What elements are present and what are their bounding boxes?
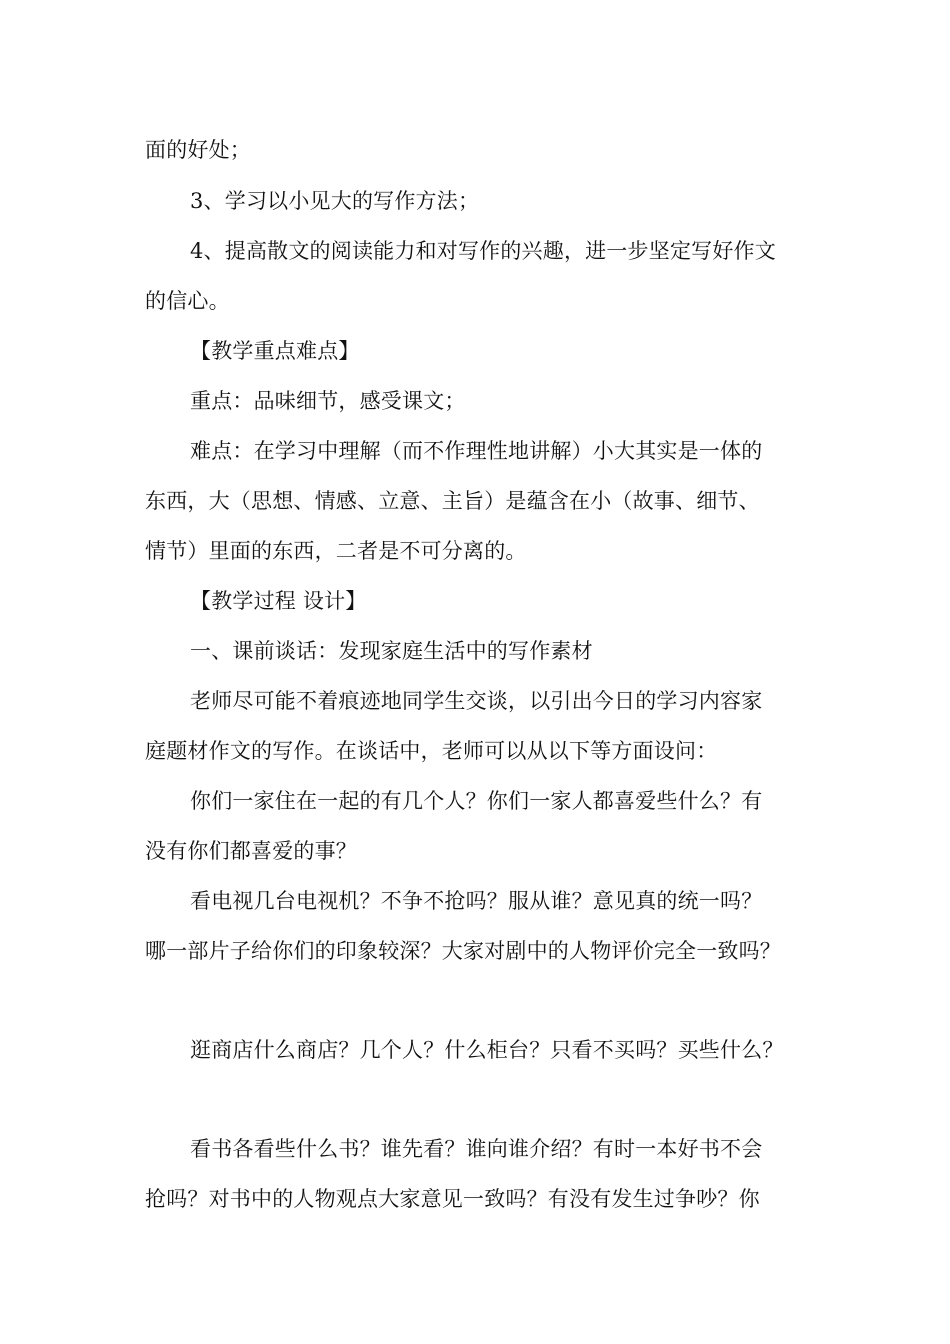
text-line: 东西，大（思想、情感、立意、主旨）是蕴含在小（故事、细节、	[145, 489, 760, 513]
paragraph-line: 看电视几台电视机？不争不抢吗？服从谁？意见真的统一吗？	[190, 889, 763, 913]
paragraph-line: 抢吗？对书中的人物观点大家意见一致吗？有没有发生过争吵？你	[145, 1187, 760, 1211]
text-line: 情节）里面的东西，二者是不可分离的。	[145, 539, 527, 563]
subsection-heading: 一、课前谈话：发现家庭生活中的写作素材	[190, 639, 593, 663]
section-heading-process: 【教学过程 设计】	[190, 589, 367, 613]
paragraph-line: 你们一家住在一起的有几个人？你们一家人都喜爱些什么？有	[190, 789, 763, 813]
text-line: 的信心。	[145, 289, 230, 313]
list-item-4: 4、提高散文的阅读能力和对写作的兴趣，进一步坚定写好作文	[190, 239, 776, 263]
paragraph-line: 庭题材作文的写作。在谈话中，老师可以从以下等方面设问：	[145, 739, 718, 763]
list-item-3: 3、学习以小见大的写作方法；	[190, 189, 480, 213]
paragraph-line: 逛商店什么商店？几个人？什么柜台？只看不买吗？买些什么？	[190, 1038, 784, 1062]
paragraph-line: 没有你们都喜爱的事？	[145, 839, 357, 863]
key-point-text: 重点：品味细节，感受课文；	[190, 389, 466, 413]
text-line: 面的好处；	[145, 138, 251, 162]
paragraph-line: 老师尽可能不着痕迹地同学生交谈，以引出今日的学习内容家	[190, 689, 763, 713]
difficulty-text: 难点：在学习中理解（而不作理性地讲解）小大其实是一体的	[190, 439, 763, 463]
section-heading-key-points: 【教学重点难点】	[190, 339, 360, 363]
paragraph-line: 哪一部片子给你们的印象较深？大家对剧中的人物评价完全一致吗？	[145, 939, 781, 963]
paragraph-line: 看书各看些什么书？谁先看？谁向谁介绍？有时一本好书不会	[190, 1137, 763, 1161]
